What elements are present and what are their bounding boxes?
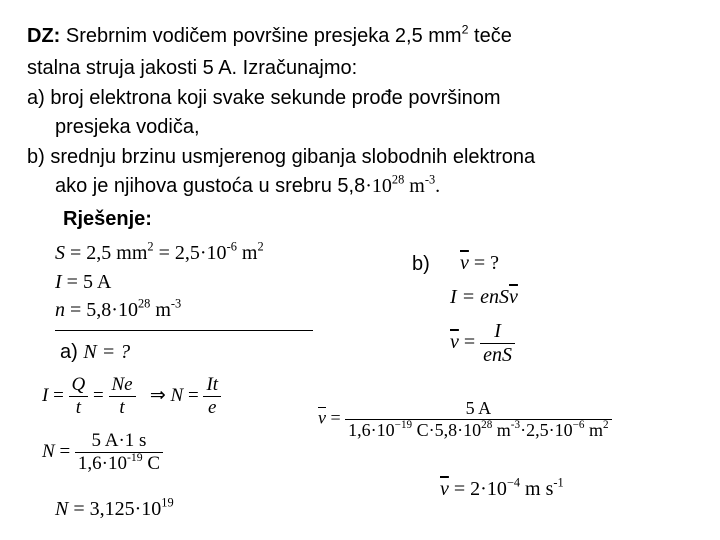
part-a-question: a) N = ? [60, 341, 131, 363]
part-b-formula-3: $\overline{v}$ = $\frac{5 A}{1,6\cdot 10^{-19} C\cdot 5,8\cdot 10^{28} m^{-3}\cdot 2,5\cdot 10^{-6} m^2}$ [318, 398, 612, 441]
task-line-1: DZ: Srebrnim vodičem površine presjeka 2,5 $mm^2$ teče [27, 22, 512, 47]
part-a-result: $N = 3,125\cdot 10^{19}$ [55, 495, 174, 520]
part-b-formula-2: $\overline{v}$ = $\frac{I}{\text{enS}}$ [450, 320, 515, 367]
task-label: DZ: [27, 25, 61, 47]
part-b-question: $\overline{v}$ = ? [460, 252, 500, 274]
part-a-formula-1: I = $\frac{Q}{t}$ = $\frac{Ne}{t}$ ⇒ N = $\frac{It}{e}$ [42, 374, 221, 419]
given-density: $n = 5,8\cdot 10^{28}$ $m^{-3}$ [55, 296, 182, 321]
task-line-6: ako je njihova gustoća u srebru $5,8\cdot 10^{28}$ $m^{-3}$. [55, 172, 441, 197]
task-line-4: presjeka vodiča, [55, 116, 200, 138]
task-line-2: stalna struja jakosti 5 A. Izračunajmo: [27, 57, 358, 79]
task-line-5: b) srednju brzinu usmjerenog gibanja slobodnih elektrona [27, 146, 536, 168]
task-line-3: a) broj elektrona koji svake sekunde prođe površinom [27, 87, 501, 109]
solution-heading: Rješenje: [63, 208, 152, 230]
part-a-formula-2: N = $\frac{5 A\cdot 1 s}{1,6\cdot 10^{-19} C}$ [42, 430, 163, 475]
given-area: S = 2,5 $mm^2 = 2,5\cdot 10^{-6}$ $m^2$ [55, 239, 264, 264]
part-b-result: $\overline{v} = 2\cdot 10^{-4}$ m $s^{-1}$ [440, 475, 564, 500]
given-current: I = 5 A [55, 271, 112, 293]
part-b-formula-1: $I = enS\overline{v}$ [450, 286, 518, 308]
given-divider [55, 330, 313, 331]
implies-arrow-icon: ⇒ [149, 384, 166, 406]
part-b-label: b) [412, 253, 430, 275]
